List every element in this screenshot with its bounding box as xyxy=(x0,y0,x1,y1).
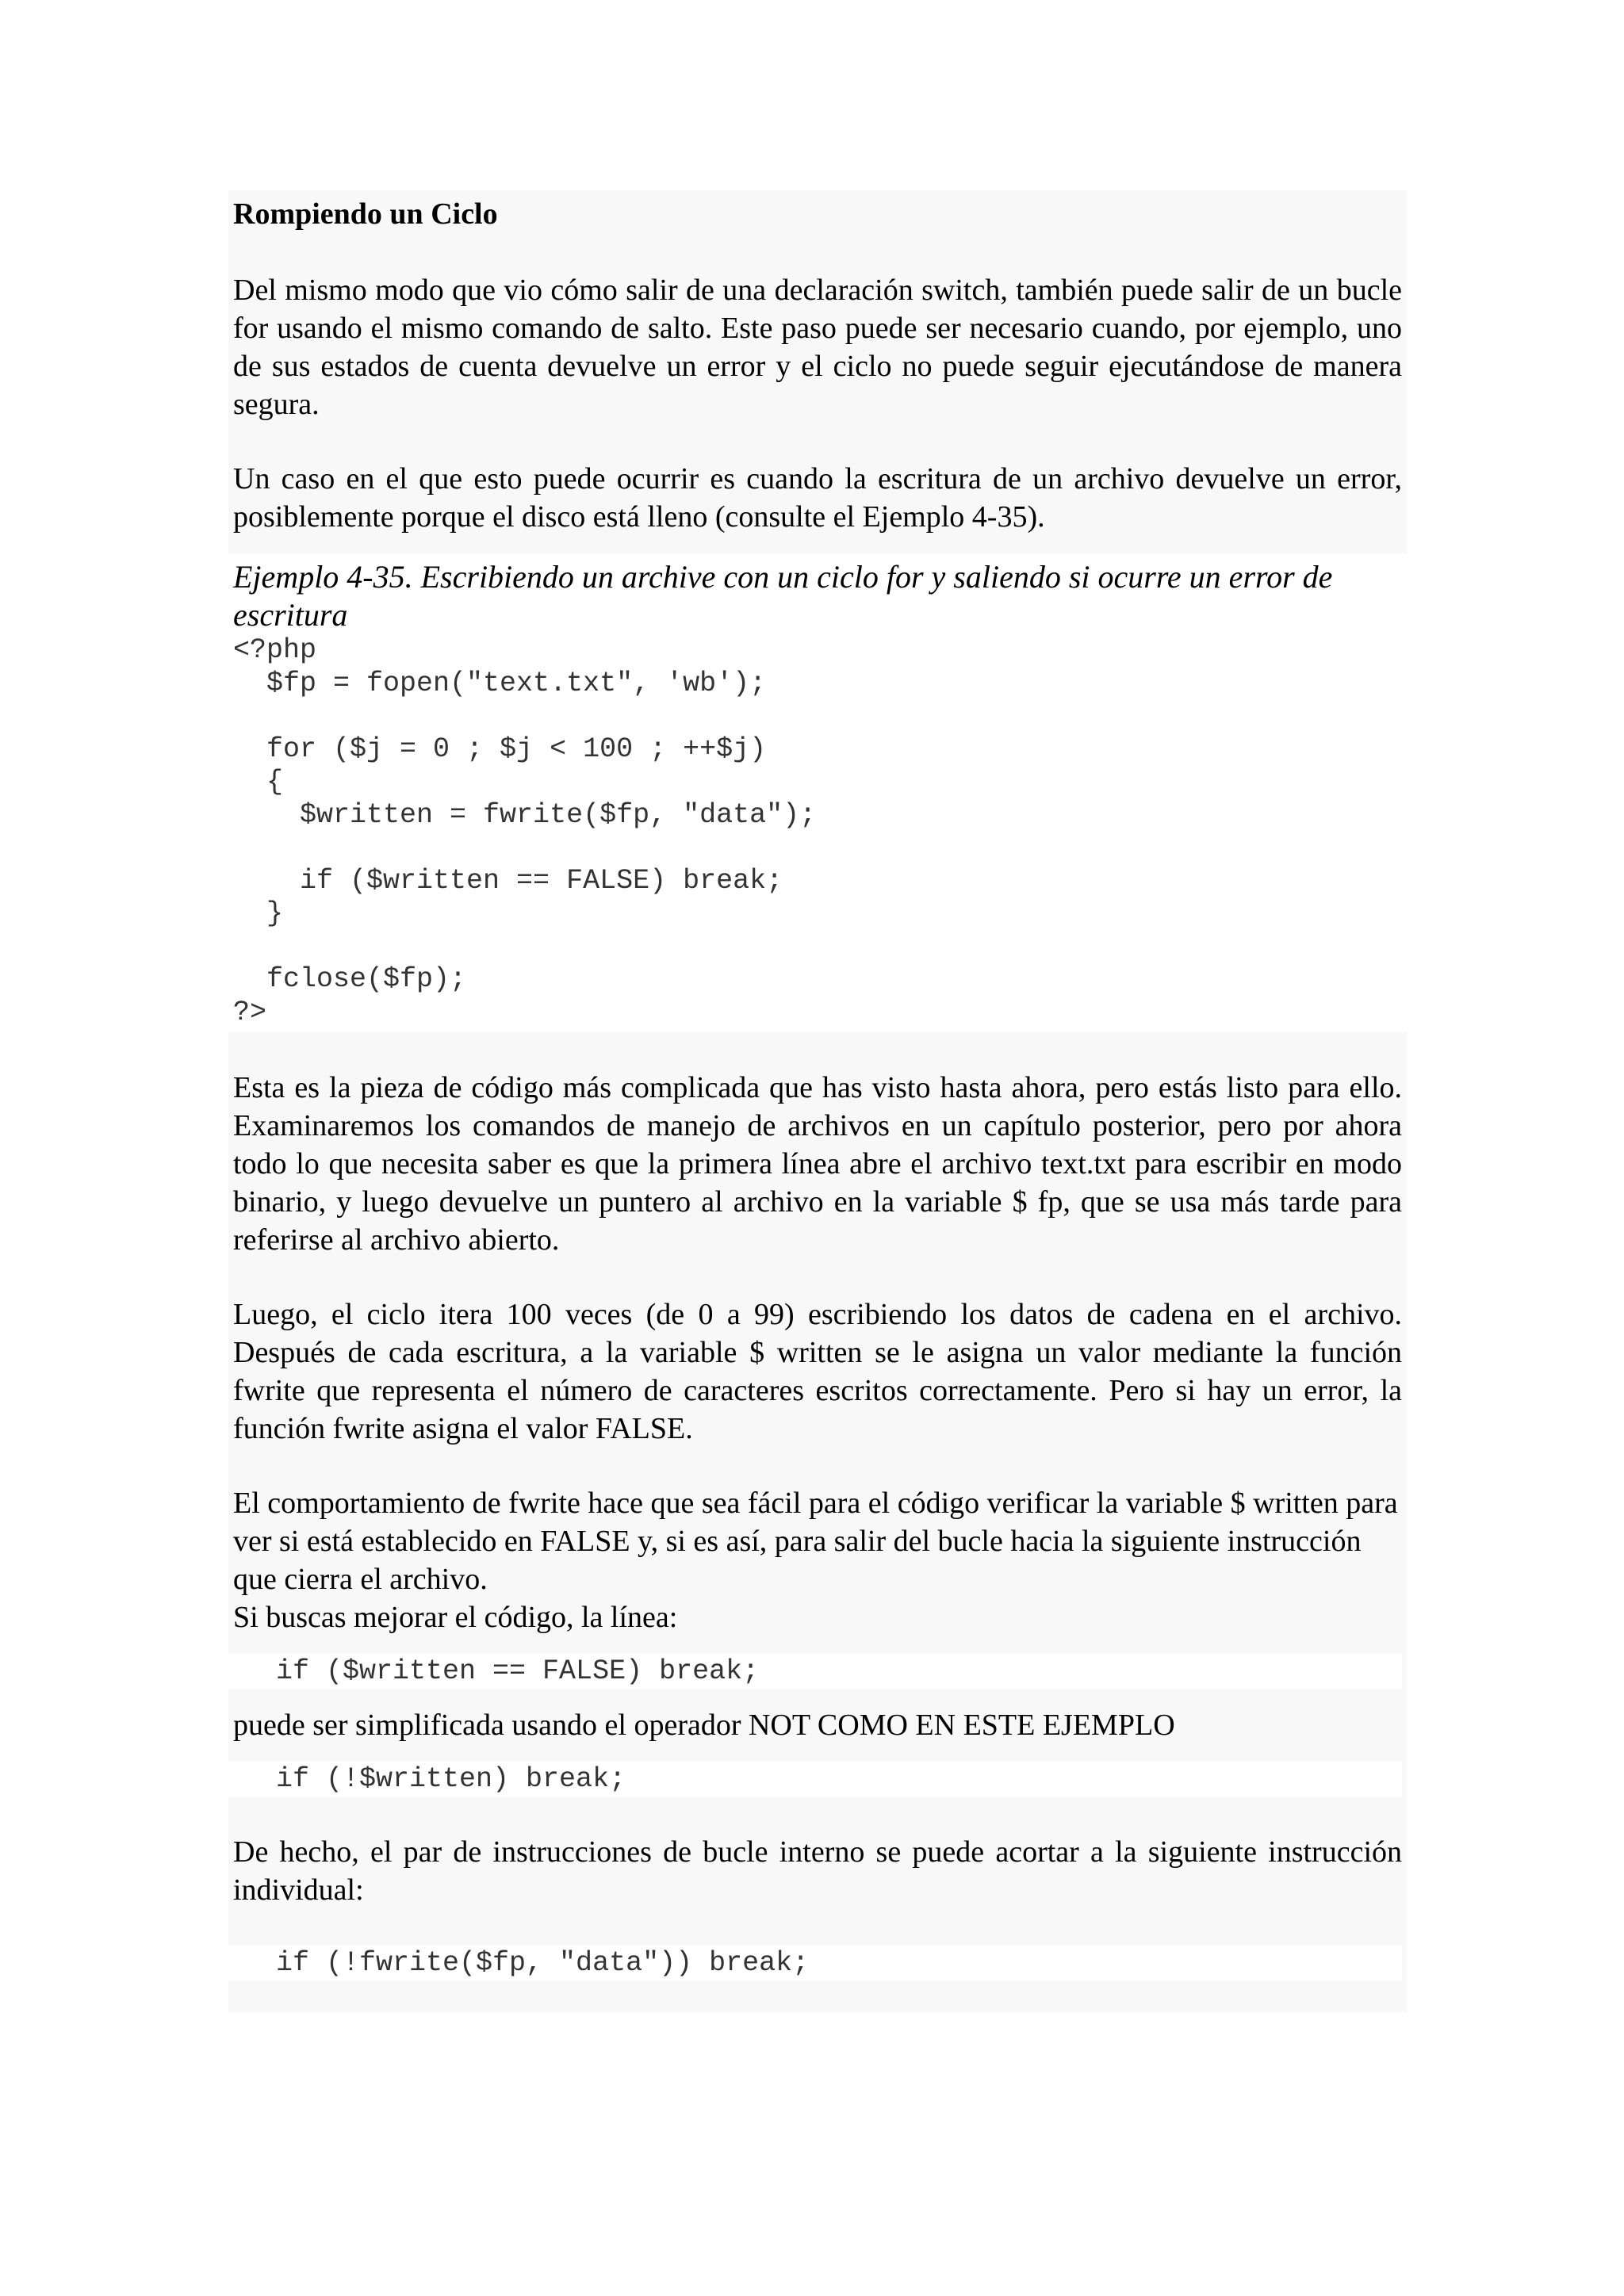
intro-paragraph-1: Del mismo modo que vio cómo salir de una declaración switch, también puede salir de un bucle for usando el mismo comando de salto. Este paso puede ser necesario cuando, por ejemplo, uno de sus estados de cuenta devuelve un error y el ciclo no puede seguir ejecutándose de manera segura. xyxy=(233,274,1402,421)
explanation-paragraph-5: puede ser simplificada usando el operador NOT COMO EN ESTE EJEMPLO xyxy=(233,1709,1175,1742)
code-snippet-2: if (!$written) break; xyxy=(228,1762,1402,1797)
example-code-block: <?php $fp = fopen("text.txt", 'wb'); for ($j = 0 ; $j < 100 ; ++$j) { $written = fwrite($fp, "data"); if ($written == FALSE) break; } fclose($fp); ?> xyxy=(233,634,817,1028)
example-caption: Ejemplo 4-35. Escribiendo un archive con un ciclo for y saliendo si ocurre un error de escritura xyxy=(233,559,1333,633)
section-title: Rompiendo un Ciclo xyxy=(233,197,498,231)
intro-paragraph-2: Un caso en el que esto puede ocurrir es cuando la escritura de un archivo devuelve un error, posiblemente porque el disco está lleno (consulte el Ejemplo 4-35). xyxy=(233,462,1402,534)
document-page xyxy=(228,190,1407,2012)
explanation-paragraph-4: Si buscas mejorar el código, la línea: xyxy=(233,1601,678,1634)
explanation-section xyxy=(228,1032,1407,2012)
explanation-paragraph-6: De hecho, el par de instrucciones de bucle interno se puede acortar a la siguiente instrucción individual: xyxy=(233,1835,1402,1907)
code-snippet-3: if (!fwrite($fp, "data")) break; xyxy=(228,1946,1402,1980)
code-snippet-1: if ($written == FALSE) break; xyxy=(228,1654,1402,1689)
explanation-paragraph-3: El comportamiento de fwrite hace que sea fácil para el código verificar la variable $ written para ver si está establecido en FALSE y, si es así, para salir del bucle hacia la siguiente instrucción que cierra el archivo. xyxy=(233,1487,1398,1596)
explanation-paragraph-2: Luego, el ciclo itera 100 veces (de 0 a 99) escribiendo los datos de cadena en el archivo. Después de cada escritura, a la variable $ written se le asigna un valor mediante la función fwrite que representa el número de caracteres escritos correctamente. Pero si hay un error, la función fwrite asigna el valor FALSE. xyxy=(233,1298,1402,1445)
intro-section xyxy=(228,190,1407,553)
explanation-paragraph-1: Esta es la pieza de código más complicada que has visto hasta ahora, pero estás listo para ello. Examinaremos los comandos de manejo de archivos en un capítulo posterior, pero por ahora todo lo que necesita saber es que la primera línea abre el archivo text.txt para escribir en modo binario, y luego devuelve un puntero al archivo en la variable $ fp, que se usa más tarde para referirse al archivo abierto. xyxy=(233,1071,1402,1257)
